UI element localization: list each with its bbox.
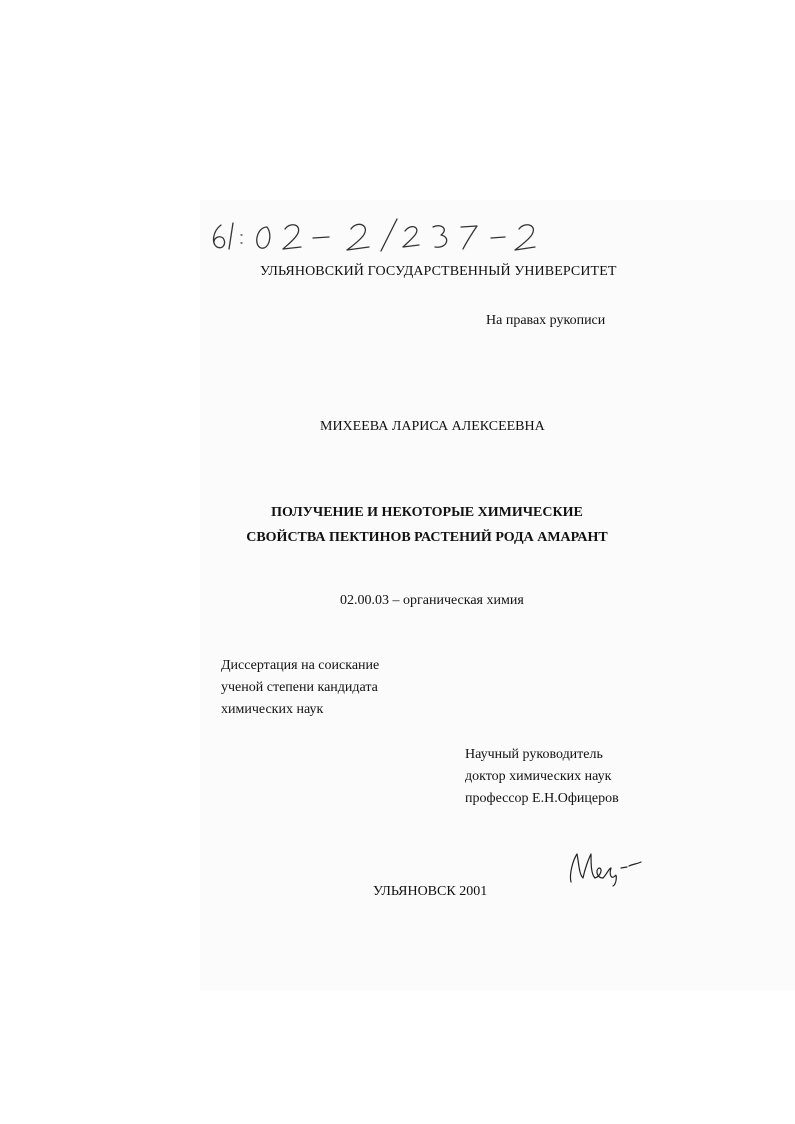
specialty-code: 02.00.03 – органическая химия xyxy=(340,593,524,608)
supervisor-line: профессор Е.Н.Офицеров xyxy=(465,791,619,806)
degree-line: Диссертация на соискание xyxy=(221,658,380,673)
author-name: МИХЕЕВА ЛАРИСА АЛЕКСЕЕВНА xyxy=(320,419,545,434)
manuscript-rights-note: На правах рукописи xyxy=(486,313,606,328)
dissertation-title xyxy=(200,500,654,550)
dissertation-degree-block xyxy=(221,655,379,721)
supervisor-line: доктор химических наук xyxy=(465,769,612,784)
city-and-year: УЛЬЯНОВСК 2001 xyxy=(373,884,488,899)
title-line: СВОЙСТВА ПЕКТИНОВ РАСТЕНИЙ РОДА АМАРАНТ xyxy=(246,530,608,545)
supervisor-line: Научный руководитель xyxy=(465,747,603,762)
handwritten-archive-code xyxy=(205,205,555,255)
handwritten-signature xyxy=(565,838,645,888)
degree-line: ученой степени кандидата xyxy=(221,680,378,695)
supervisor-block xyxy=(465,744,619,810)
degree-line: химических наук xyxy=(221,702,324,717)
title-line: ПОЛУЧЕНИЕ И НЕКОТОРЫЕ ХИМИЧЕСКИЕ xyxy=(271,505,583,520)
university-name: УЛЬЯНОВСКИЙ ГОСУДАРСТВЕННЫЙ УНИВЕРСИТЕТ xyxy=(260,264,617,279)
